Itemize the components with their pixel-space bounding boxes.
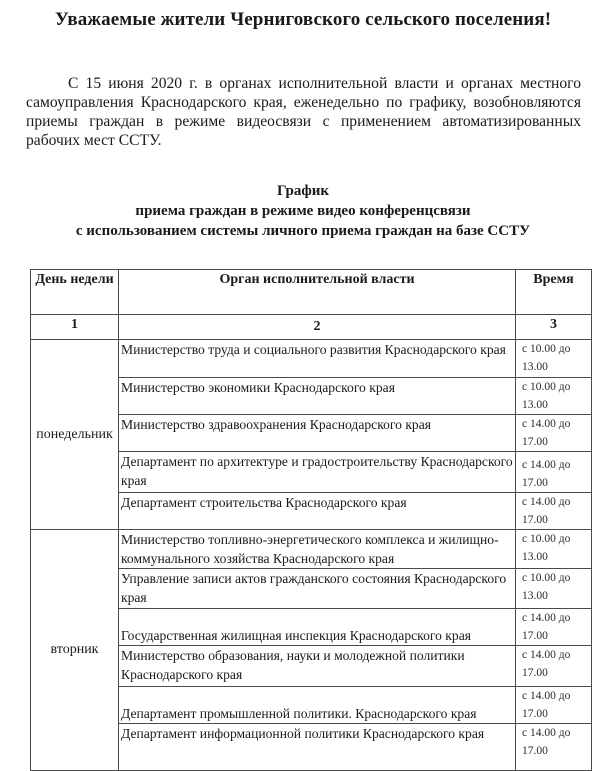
column-header-day: День недели: [31, 270, 119, 315]
table-header-row: [31, 270, 592, 315]
time-cell: с 10.00 до 13.00: [516, 340, 592, 378]
org-cell: Департамент промышленной политики. Краснодарского края: [119, 687, 516, 724]
org-cell: Министерство здравоохранения Краснодарского края: [119, 415, 516, 452]
schedule-subheading-2: с использованием системы личного приема граждан на базе ССТУ: [75, 223, 531, 239]
schedule-subheading: приема граждан в режиме видео конференцсвязи: [135, 203, 471, 219]
column-number: 1: [31, 315, 119, 340]
page-title: Уважаемые жители Черниговского сельского поселения!: [54, 9, 552, 30]
column-header-time: Время: [516, 270, 592, 315]
org-cell: Министерство труда и социального развития Краснодарского края: [119, 340, 516, 378]
time-cell: с 10.00 до 13.00: [516, 378, 592, 415]
org-cell: Государственная жилищная инспекция Краснодарского края: [119, 609, 516, 646]
column-number: 2: [119, 315, 516, 340]
org-cell: Департамент по архитектуре и градостроительству Краснодарского края: [119, 452, 516, 493]
time-cell: с 14.00 до 17.00: [516, 493, 592, 530]
day-cell: вторник: [31, 530, 119, 771]
time-cell: с 14.00 до 17.00: [516, 724, 592, 771]
org-cell: Министерство топливно-энергетического комплекса и жилищно-коммунального хозяйства Краснодарского края: [119, 530, 516, 569]
time-cell: с 10.00 до 13.00: [516, 569, 592, 609]
org-cell: Департамент строительства Краснодарского края: [119, 493, 516, 530]
column-header-org: Орган исполнительной власти: [119, 270, 516, 315]
column-number-row: [31, 315, 592, 340]
time-cell: с 14.00 до 17.00: [516, 609, 592, 646]
schedule-table: [30, 269, 592, 771]
column-number: 3: [516, 315, 592, 340]
time-cell: с 10.00 до 13.00: [516, 530, 592, 569]
org-cell: Министерство экономики Краснодарского края: [119, 378, 516, 415]
time-cell: с 14.00 до 17.00: [516, 687, 592, 724]
intro-paragraph: С 15 июня 2020 г. в органах исполнительной власти и органах местного самоуправления Краснодарского края, еженедельно по графику, возобновляются приемы граждан в режиме видеосвязи с применением автоматизированных рабочих мест ССТУ.: [26, 75, 581, 149]
org-cell: Министерство образования, науки и молодежной политики Краснодарского края: [119, 646, 516, 687]
time-cell: с 14.00 до 17.00: [516, 646, 592, 687]
table-row: [31, 530, 592, 569]
time-cell: с 14.00 до 17.00: [516, 415, 592, 452]
schedule-heading: График: [276, 183, 330, 199]
time-cell: с 14.00 до 17.00: [516, 452, 592, 493]
table-row: [31, 340, 592, 378]
day-cell: понедельник: [31, 340, 119, 530]
org-cell: Департамент информационной политики Краснодарского края: [119, 724, 516, 771]
org-cell: Управление записи актов гражданского состояния Краснодарского края: [119, 569, 516, 609]
